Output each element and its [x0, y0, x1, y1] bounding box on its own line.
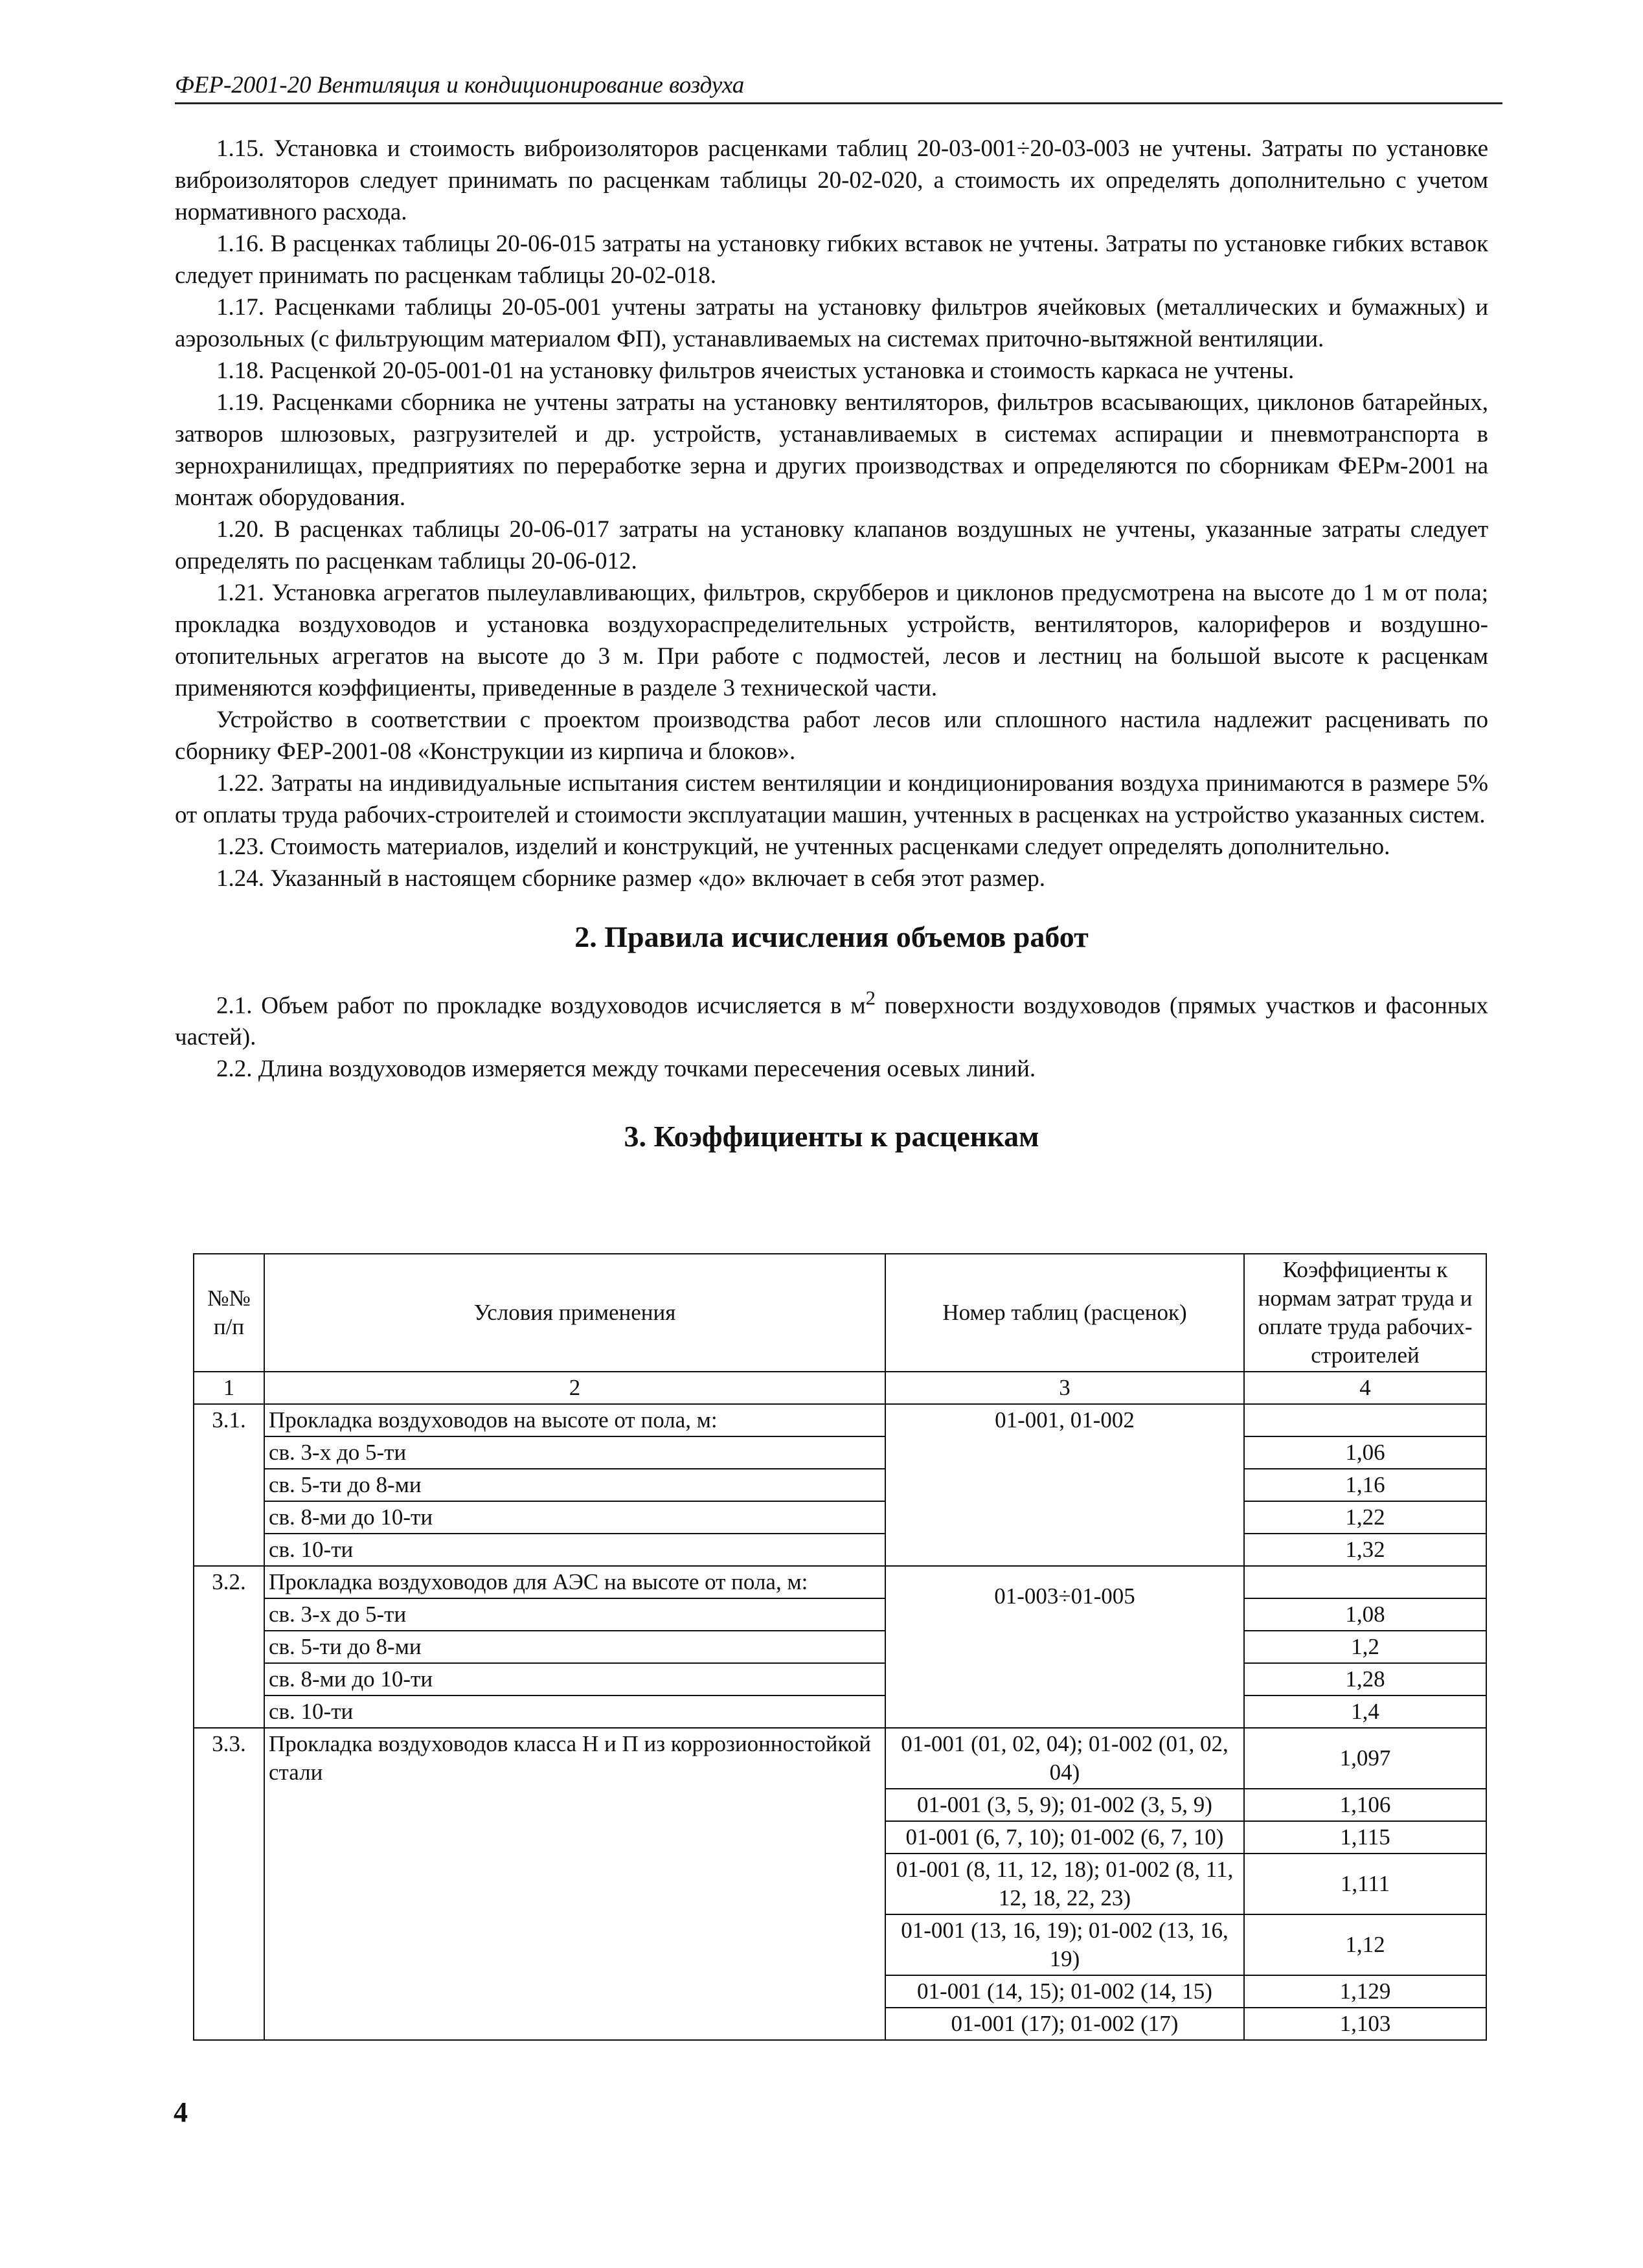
coefficient-empty: [1244, 1404, 1486, 1436]
table-row: [194, 1598, 1486, 1631]
condition: св. 10-ти: [264, 1695, 885, 1728]
coefficient: 1,06: [1244, 1436, 1486, 1469]
coefficient: 1,111: [1244, 1854, 1486, 1914]
column-number: 4: [1244, 1372, 1486, 1404]
paragraph-1-19: 1.19. Расценками сборника не учтены затраты на установку вентиляторов, фильтров всасывающих, циклонов батарейных, затворов шлюзовых, разгрузителей и др. устройств, устанавливаемых в системах аспирации и пневмотранспорта в зернохранилищах, предприятиях по переработке зерна и других производствах и определяются по сборникам ФЕРм-2001 на монтаж оборудования.: [175, 389, 1488, 511]
table-numbers: 01-001 (8, 11, 12, 18); 01-002 (8, 11, 12, 18, 22, 23): [885, 1854, 1244, 1914]
page-number: 4: [174, 2096, 188, 2128]
paragraph-1-23: 1.23. Стоимость материалов, изделий и конструкций, не учтенных расценками следует определять дополнительно.: [216, 833, 1390, 860]
table-numbers: 01-001 (01, 02, 04); 01-002 (01, 02, 04): [885, 1728, 1244, 1789]
paragraph-1-18: 1.18. Расценкой 20-05-001-01 на установку фильтров ячеистых установка и стоимость каркаса не учтены.: [216, 357, 1295, 384]
coefficient: 1,2: [1244, 1631, 1486, 1663]
table-row: [194, 1566, 1486, 1598]
paragraph-2-1-text: 2.1. Объем работ по прокладке воздуховодов исчисляется в м: [216, 992, 866, 1019]
paragraph-1-22: 1.22. Затраты на индивидуальные испытания систем вентиляции и кондиционирования воздуха принимаются в размере 5% от оплаты труда рабочих-строителей и стоимости эксплуатации машин, учтенных в расценках на устройство указанных систем.: [175, 770, 1488, 828]
paragraph-1-20: 1.20. В расценках таблицы 20-06-017 затраты на установку клапанов воздушных не учтены, указанные затраты следует определять по расценкам таблицы 20-06-012.: [175, 516, 1488, 574]
header-conditions: Условия применения: [264, 1254, 885, 1372]
paragraph-1-21: 1.21. Установка агрегатов пылеулавливающих, фильтров, скрубберов и циклонов предусмотрена на высоте до 1 м от пола; прокладка воздуховодов и установка воздухораспределительных устройств, вентиляторов, калориферов и воздушно-отопительных агрегатов на высоте до 3 м. При работе с подмостей, лесов и лестниц на большой высоте к расценкам применяются коэффициенты, приведенные в разделе 3 технической части.: [175, 580, 1488, 701]
paragraph-scaffolding: Устройство в соответствии с проектом производства работ лесов или сплошного настила надлежит расценивать по сборнику ФЕР-2001-08 «Конструкции из кирпича и блоков».: [175, 707, 1488, 765]
table-numbers: 01-001 (3, 5, 9); 01-002 (3, 5, 9): [885, 1789, 1244, 1821]
coefficient: 1,32: [1244, 1534, 1486, 1566]
coefficient: 1,4: [1244, 1695, 1486, 1728]
paragraph-1-24: 1.24. Указанный в настоящем сборнике размер «до» включает в себя этот размер.: [216, 865, 1046, 892]
table-numbers: 01-001 (14, 15); 01-002 (14, 15): [885, 1975, 1244, 2008]
paragraph-1-15: 1.15. Установка и стоимость виброизоляторов расценками таблиц 20-03-001÷20-03-003 не учтены. Затраты по установке виброизоляторов следует принимать по расценкам таблицы 20-02-020, а стоимость их определять дополнительно с учетом нормативного расхода.: [175, 135, 1488, 225]
paragraph-1-17: 1.17. Расценками таблицы 20-05-001 учтены затраты на установку фильтров ячейковых (металлических и бумажных) и аэрозольных (с фильтрующим материалом ФП), устанавливаемых на системах приточно-вытяжной вентиляции.: [175, 294, 1488, 352]
coefficient: 1,097: [1244, 1728, 1486, 1789]
table-numbers: 01-001 (17); 01-002 (17): [885, 2008, 1244, 2040]
condition: св. 5-ти до 8-ми: [264, 1631, 885, 1663]
header-number: №№ п/п: [194, 1254, 264, 1372]
row-number: 3.2.: [194, 1566, 264, 1728]
superscript-2: 2: [865, 987, 876, 1009]
condition: св. 5-ти до 8-ми: [264, 1469, 885, 1501]
coefficient: 1,22: [1244, 1501, 1486, 1534]
condition: св. 8-ми до 10-ти: [264, 1663, 885, 1695]
table-row: [194, 1469, 1486, 1501]
running-header: ФЕР-2001-20 Вентиляция и кондиционирование воздуха: [175, 70, 1502, 104]
coefficients-table: [193, 1253, 1487, 2041]
coefficient: 1,129: [1244, 1975, 1486, 2008]
paragraph-2-2: 2.2. Длина воздуховодов измеряется между точками пересечения осевых линий.: [216, 1056, 1036, 1083]
table-row: [194, 1663, 1486, 1695]
table-row: [194, 1404, 1486, 1436]
table-numbers: 01-001 (13, 16, 19); 01-002 (13, 16, 19): [885, 1914, 1244, 1975]
coefficient: 1,16: [1244, 1469, 1486, 1501]
condition-title: Прокладка воздуховодов для АЭС на высоте от пола, м:: [264, 1566, 885, 1598]
table-row: [194, 1631, 1486, 1663]
table-row: [194, 1728, 1486, 1789]
paragraph-2-1: [175, 982, 1488, 1053]
condition: св. 3-х до 5-ти: [264, 1436, 885, 1469]
paragraph-2-1-text-end: поверхности воздуховодов (прямых участков и фасонных частей).: [175, 992, 1489, 1051]
condition: св. 3-х до 5-ти: [264, 1598, 885, 1631]
section-2-title: 2. Правила исчисления объемов работ: [574, 920, 1089, 953]
column-number: 2: [264, 1372, 885, 1404]
table-numbers: 01-001 (6, 7, 10); 01-002 (6, 7, 10): [885, 1821, 1244, 1854]
coefficient-empty: [1244, 1566, 1486, 1598]
table-row: [194, 1436, 1486, 1469]
paragraph-1-16: 1.16. В расценках таблицы 20-06-015 затраты на установку гибких вставок не учтены. Затраты по установке гибких вставок следует принимать по расценкам таблицы 20-02-018.: [175, 231, 1488, 289]
table-numbers: 01-003÷01-005: [885, 1566, 1244, 1728]
column-number-row: [194, 1372, 1486, 1404]
coefficient: 1,12: [1244, 1914, 1486, 1975]
coefficient: 1,08: [1244, 1598, 1486, 1631]
header-tables: Номер таблиц (расценок): [885, 1254, 1244, 1372]
coefficient: 1,28: [1244, 1663, 1486, 1695]
table-header-row: [194, 1254, 1486, 1372]
table-row: [194, 1695, 1486, 1728]
column-number: 3: [885, 1372, 1244, 1404]
table-row: [194, 1501, 1486, 1534]
section-3-title: 3. Коэффициенты к расценкам: [624, 1120, 1039, 1153]
row-number: 3.3.: [194, 1728, 264, 2040]
header-coefficients: Коэффициенты к нормам затрат труда и оплате труда рабочих-строителей: [1244, 1254, 1486, 1372]
coefficient: 1,115: [1244, 1821, 1486, 1854]
table-numbers: 01-001, 01-002: [885, 1404, 1244, 1566]
coefficient: 1,106: [1244, 1789, 1486, 1821]
table-row: [194, 1534, 1486, 1566]
document-body: [175, 133, 1488, 1156]
condition: св. 10-ти: [264, 1534, 885, 1566]
coefficient: 1,103: [1244, 2008, 1486, 2040]
condition: св. 8-ми до 10-ти: [264, 1501, 885, 1534]
condition-title: Прокладка воздуховодов на высоте от пола, м:: [264, 1404, 885, 1436]
column-number: 1: [194, 1372, 264, 1404]
row-number: 3.1.: [194, 1404, 264, 1566]
condition-title: Прокладка воздуховодов класса Н и П из коррозионностойкой стали: [264, 1728, 885, 2040]
